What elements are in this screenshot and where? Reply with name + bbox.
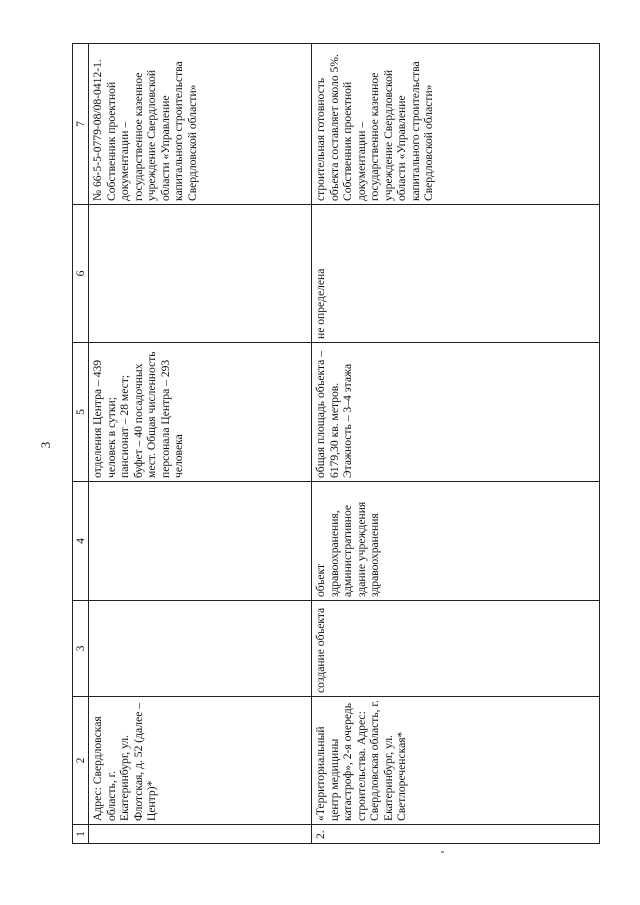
- purpose-cell: [89, 482, 312, 601]
- page-number: 3: [38, 441, 53, 449]
- object-name-cell: «Территориальный центр медицины катастроф», 2-я очередь строительства. Адрес: Свердловская область, г. Екатеринбург, ул. Светлореченская*: [312, 697, 600, 825]
- row-number-cell: 2.: [312, 825, 600, 844]
- notes-cell: № 66-5-5-0779-08/08-0412-1. Собственник проектной документации – государственное казенное учреждение Свердловской области «Управление капитального строительства Свердловской области»: [89, 44, 312, 205]
- cost-cell: не определена: [312, 205, 600, 343]
- table-stage: [72, 44, 600, 844]
- action-cell: создание объекта: [312, 601, 600, 697]
- header-cell: 7: [73, 44, 89, 205]
- capacity-cell: отделения Центра – 439 человек в сутки; пансионат – 28 мест; буфет – 40 посадочных мест. Общая численность персонала Центра – 293 человека: [89, 343, 312, 482]
- header-cell: 6: [73, 205, 89, 343]
- header-cell: 3: [73, 601, 89, 697]
- cost-cell: [89, 205, 312, 343]
- header-cell: 4: [73, 482, 89, 601]
- capacity-cell: общая площадь объекта – 6179,30 кв. метров. Этажность – 3–4 этажа: [312, 343, 600, 482]
- rotated-table-container: [72, 44, 600, 844]
- scan-speck: [441, 851, 444, 853]
- table-header-row: [73, 44, 89, 844]
- table-row: [89, 44, 312, 844]
- header-cell: 2: [73, 697, 89, 825]
- row-number-cell: [89, 825, 312, 844]
- object-name-cell: Адрес: Свердловская область, г. Екатеринбург, ул. Флотская, д. 52 (далее – Центр)*: [89, 697, 312, 825]
- header-cell: 5: [73, 343, 89, 482]
- header-cell: 1: [73, 825, 89, 844]
- objects-table: [72, 43, 600, 844]
- table-row: [312, 44, 600, 844]
- purpose-cell: объект здравоохранения, административное здание учреждения здравоохранения: [312, 482, 600, 601]
- notes-cell: строительная готовность объекта составляет около 5%. Собственник проектной документации – государственное казенное учреждение Свердловской области «Управление капитального строительства Свердловской области»: [312, 44, 600, 205]
- action-cell: [89, 601, 312, 697]
